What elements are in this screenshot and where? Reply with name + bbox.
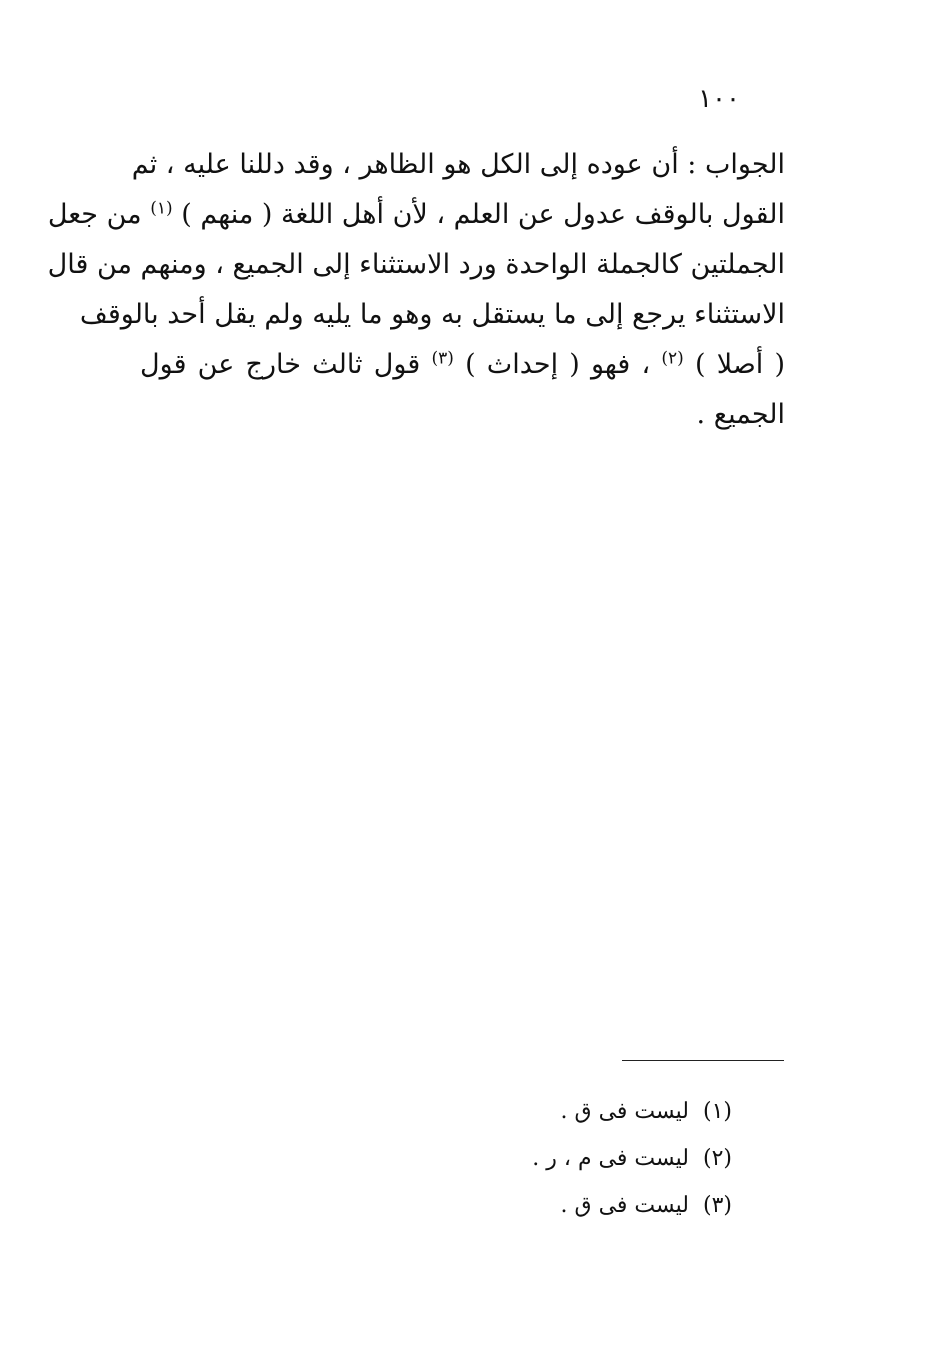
footnote-text: ليست فى م ، ر . — [532, 1146, 689, 1171]
footnote-divider — [622, 1060, 784, 1061]
footnote-number: (١) — [702, 1099, 732, 1124]
body-line-2-part-2: من جعل — [47, 199, 151, 230]
footnotes — [440, 1088, 732, 1229]
footnote-1 — [440, 1088, 732, 1135]
footnote-number: (٢) — [702, 1146, 732, 1171]
body-line-3: الجملتين كالجملة الواحدة ورد الاستثناء إلى الجميع ، ومنهم من قال — [47, 249, 785, 280]
footnote-2 — [440, 1135, 732, 1182]
body-text — [47, 140, 786, 440]
body-line-2 — [47, 190, 785, 240]
footnote-ref-3[interactable]: (٣) — [431, 348, 454, 369]
footnote-number: (٣) — [702, 1193, 732, 1218]
body-line-2-part-1: القول بالوقف عدول عن العلم ، لأن أهل اللغة ( منهم ) — [181, 199, 785, 230]
footnote-ref-2[interactable]: (٢) — [661, 348, 684, 369]
footnote-text: ليست فى ق . — [560, 1099, 689, 1124]
body-line-5-part-3: قول ثالث خارج عن قول — [140, 349, 432, 380]
body-line-4: الاستثناء يرجع إلى ما يستقل به وهو ما يليه ولم يقل أحد بالوقف — [79, 299, 785, 330]
body-line-5-part-1: ( أصلا ) — [695, 349, 786, 380]
footnote-3 — [440, 1182, 732, 1229]
footnote-text: ليست فى ق . — [560, 1193, 689, 1218]
footnote-ref-1[interactable]: (١) — [150, 198, 173, 219]
body-line-1: الجواب : أن عوده إلى الكل هو الظاهر ، وقد دللنا عليه ، ثم — [131, 149, 785, 180]
body-line-6: الجميع . — [696, 399, 785, 430]
body-line-5-part-2: ، فهو ( إحداث ) — [465, 349, 662, 380]
body-line-5 — [140, 340, 785, 390]
page-number: ١٠٠ — [698, 84, 740, 114]
